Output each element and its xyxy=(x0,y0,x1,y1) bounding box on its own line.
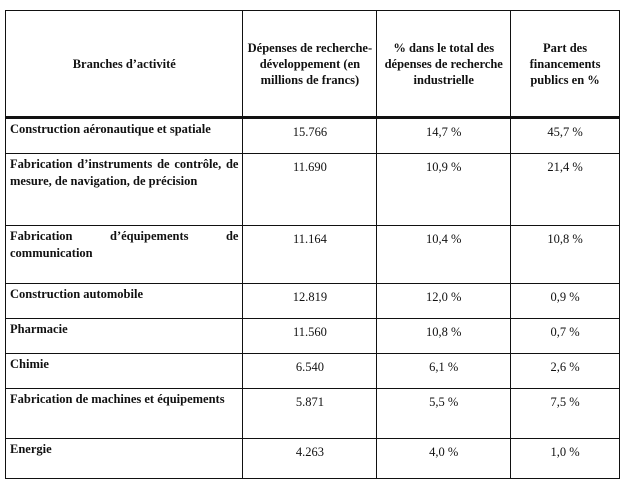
depenses-cell: 4.263 xyxy=(243,439,377,479)
table-row xyxy=(6,389,620,439)
part-publics-cell: 7,5 % xyxy=(511,389,620,439)
part-publics-cell: 10,8 % xyxy=(511,226,620,284)
depenses-cell: 11.690 xyxy=(243,154,377,226)
depenses-cell: 12.819 xyxy=(243,284,377,319)
pct-total-cell: 5,5 % xyxy=(377,389,511,439)
pct-total-cell: 10,8 % xyxy=(377,319,511,354)
table-row xyxy=(6,319,620,354)
table-header-row xyxy=(6,11,620,118)
part-publics-cell: 0,9 % xyxy=(511,284,620,319)
branch-cell: Fabrication d’instruments de contrôle, de mesure, de navigation, de précision xyxy=(6,154,243,226)
part-publics-cell: 1,0 % xyxy=(511,439,620,479)
branch-cell: Construction automobile xyxy=(6,284,243,319)
depenses-cell: 5.871 xyxy=(243,389,377,439)
header-pct-total: % dans le total des dépenses de recherche industrielle xyxy=(377,11,511,118)
header-branches: Branches d’activité xyxy=(6,11,243,118)
part-publics-cell: 0,7 % xyxy=(511,319,620,354)
table-row xyxy=(6,439,620,479)
depenses-cell: 15.766 xyxy=(243,118,377,154)
rd-expenses-table xyxy=(5,10,620,479)
depenses-cell: 11.164 xyxy=(243,226,377,284)
branch-cell: Fabrication d’équipements de communication xyxy=(6,226,243,284)
table-row xyxy=(6,118,620,154)
pct-total-cell: 12,0 % xyxy=(377,284,511,319)
header-depenses: Dépenses de recherche-développement (en millions de francs) xyxy=(243,11,377,118)
pct-total-cell: 14,7 % xyxy=(377,118,511,154)
table-row xyxy=(6,154,620,226)
table-row xyxy=(6,284,620,319)
branch-cell: Pharmacie xyxy=(6,319,243,354)
branch-cell: Construction aéronautique et spatiale xyxy=(6,118,243,154)
table-row xyxy=(6,354,620,389)
branch-cell: Chimie xyxy=(6,354,243,389)
part-publics-cell: 2,6 % xyxy=(511,354,620,389)
pct-total-cell: 6,1 % xyxy=(377,354,511,389)
header-part-publics: Part des financements publics en % xyxy=(511,11,620,118)
part-publics-cell: 45,7 % xyxy=(511,118,620,154)
branch-cell: Fabrication de machines et équipements xyxy=(6,389,243,439)
branch-cell: Energie xyxy=(6,439,243,479)
pct-total-cell: 10,9 % xyxy=(377,154,511,226)
depenses-cell: 6.540 xyxy=(243,354,377,389)
depenses-cell: 11.560 xyxy=(243,319,377,354)
pct-total-cell: 10,4 % xyxy=(377,226,511,284)
table-row xyxy=(6,226,620,284)
pct-total-cell: 4,0 % xyxy=(377,439,511,479)
part-publics-cell: 21,4 % xyxy=(511,154,620,226)
